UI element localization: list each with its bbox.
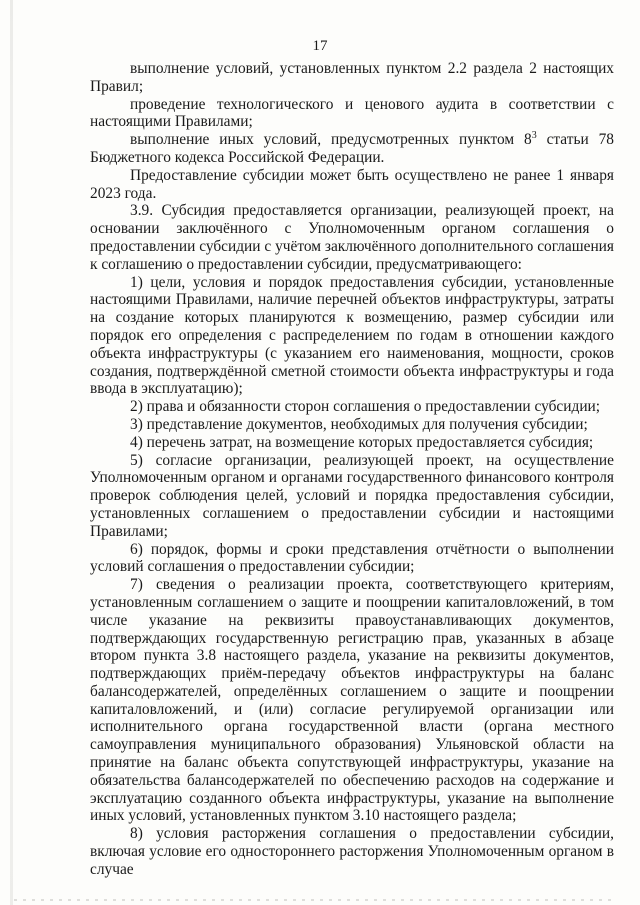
list-item: 5) согласие организации, реализующей проект, на осуществление Уполномоченным органом и органами государственного финансового контроля проверок соблюдения целей, условий и порядка предоставления субсидии, установленных соглашением о предоставлении субсидии и настоящими Правилами; [90, 451, 614, 540]
superscript: 3 [531, 130, 537, 142]
page-number: 17 [312, 38, 328, 54]
scan-edge-shadow [10, 0, 13, 905]
list-item: 3) представление документов, необходимых для получения субсидии; [130, 415, 588, 433]
list-item: 7) сведения о реализации проекта, соответствующего критериям, установленным соглашением о защите и поощрении капиталовложений, в том числе указание на реквизиты правоустанавливающих документов, подтверждающих государственную регистрацию прав, указанных в абзаце втором пункта 3.8 настоящего раздела, указание на реквизиты документов, подтверждающих приём-передачу объектов инфраструктуры на баланс балансодержателей, определённых соглашением о защите и поощрении капиталовложений, и (или) согласие регулируемой организации или исполнительного органа государственной власти (органа местного самоуправления муниципального образования) Ульяновской области на принятие на баланс объекта сопутствующей инфраструктуры, указание на обязательства балансодержателей по обеспечению расходов на содержание и эксплуатацию созданного объекта инфраструктуры, указание на выполнение иных условий, установленных пунктом 3.10 настоящего раздела; [90, 576, 614, 825]
list-item: 2) права и обязанности сторон соглашения о предоставлении субсидии; [130, 398, 601, 416]
paragraph: 3.9. Субсидия предоставляется организации, реализующей проект, на основании заключённого с Уполномоченным органом соглашения о предоставлении субсидии с учётом заключённого дополнительного соглашения к соглашению о предоставлении субсидии, предусматривающего: [90, 202, 614, 273]
paragraph: Предоставление субсидии может быть осуществлено не ранее 1 января 2023 года. [90, 166, 614, 202]
paragraph-text: выполнение иных условий, предусмотренных пунктом 8 [130, 131, 532, 149]
paragraph: выполнение условий, установленных пунктом 2.2 раздела 2 настоящих Правил; [90, 60, 614, 95]
document-body [90, 60, 614, 879]
paragraph-tail: статьи 78 Бюджетного кодекса Российской Федерации. [90, 131, 614, 166]
paragraph: проведение технологического и ценового аудита в соответствии с настоящими Правилами; [90, 95, 614, 131]
paragraph-with-superscript [90, 131, 614, 167]
list-item: 4) перечень затрат, на возмещение которых предоставляется субсидия; [130, 433, 594, 451]
list-item: 1) цели, условия и порядок предоставления субсидии, установленные настоящими Правилами, наличие перечней объектов инфраструктуры, затраты на создание которых планируются к возмещению, размер субсидии или порядок его определения с распределением по годам в отношении каждого объекта инфраструктуры (с указанием его наименования, мощности, сроков создания, подтверждённой сметной стоимости объекта инфраструктуры и года ввода в эксплуатацию); [90, 273, 614, 398]
scan-noise-bottom [14, 899, 614, 901]
list-item: 6) порядок, формы и сроки представления отчётности о выполнении условий соглашения о предоставлении субсидии; [90, 540, 614, 576]
list-item: 8) условия расторжения соглашения о предоставлении субсидии, включая условие его одностороннего расторжения Уполномоченным органом в случае [90, 825, 614, 878]
